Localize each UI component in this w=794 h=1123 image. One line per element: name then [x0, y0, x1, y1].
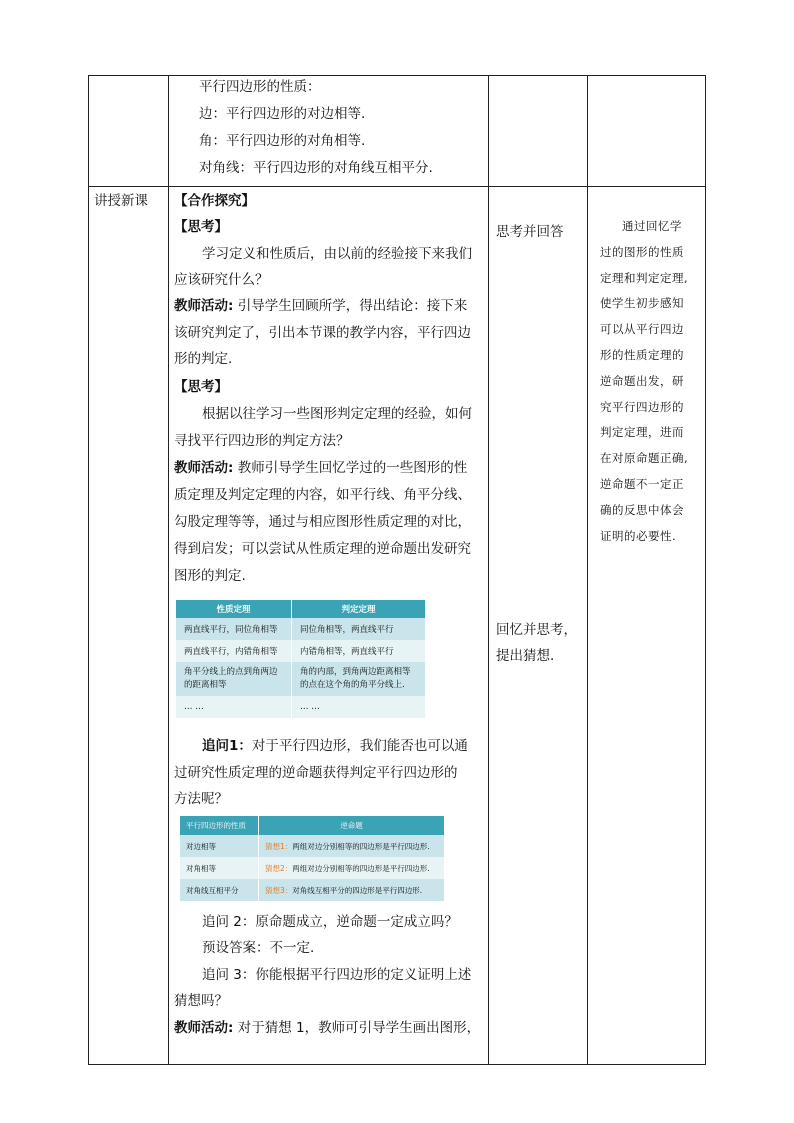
- table-cell: 两直线平行，内错角相等: [176, 640, 292, 662]
- property-sides: 边：平行四边形的对边相等.: [199, 106, 366, 122]
- student-activity-answer: 思考并回答: [496, 224, 564, 240]
- property-diagonals: 对角线：平行四边形的对角线互相平分.: [199, 160, 433, 176]
- column-divider: [168, 76, 169, 1064]
- stage-label: 讲授新课: [94, 193, 148, 209]
- think-heading-2: 【思考】: [174, 379, 228, 395]
- conjecture-tag: 猜想2：: [265, 863, 293, 873]
- table-cell: [292, 662, 426, 696]
- theorem-comparison-table: [176, 600, 426, 718]
- think1-line-2: 应该研究什么？: [174, 272, 269, 288]
- note-line: 可以从平行四边: [600, 322, 684, 337]
- cell-line: 的距离相等: [184, 680, 227, 690]
- note-line: 究平行四边形的: [600, 399, 684, 414]
- teacher2-line-1: 教师引导学生回忆学过的一些图形的性: [237, 460, 468, 476]
- followup-question-1: [202, 733, 468, 759]
- note-line: 通过回忆学: [622, 219, 682, 233]
- teacher-activity-1: [174, 293, 467, 319]
- table-row: [176, 640, 426, 662]
- q3-line-2: 猜想吗？: [174, 993, 228, 1009]
- table-header-row: [176, 600, 426, 618]
- followup-label: 追问1：: [202, 738, 252, 754]
- table-row: [180, 835, 445, 857]
- teacher3-line: 对于猜想 1，教师可引导学生画出图形，: [237, 1020, 481, 1036]
- conjecture-text: 两组对边分别相等的四边形是平行四边形.: [292, 841, 430, 851]
- table-cell: [259, 857, 445, 879]
- table-cell: 同位角相等，两直线平行: [292, 618, 426, 640]
- note-line: 在对原命题正确,: [600, 451, 689, 466]
- table-cell: 对角相等: [180, 857, 259, 879]
- conjecture-tag: 猜想1：: [265, 841, 293, 851]
- column-divider: [488, 76, 489, 1064]
- think2-line-2: 寻找平行四边形的判定方法？: [174, 433, 350, 449]
- teacher1-line-1: 引导学生回顾所学，得出结论：接下来: [237, 298, 468, 314]
- property-angles: 角：平行四边形的对角相等.: [199, 133, 366, 149]
- think2-line-1: 根据以往学习一些图形判定定理的经验，如何: [202, 406, 472, 422]
- note-line: 证明的必要性.: [600, 528, 677, 543]
- table-cell: 对角线互相平分: [180, 879, 259, 901]
- header-cell: 逆命题: [259, 816, 445, 835]
- note-line: 定理和判定定理,: [600, 270, 689, 285]
- note-line: 逆命题出发，研: [600, 373, 684, 388]
- teacher2-line-4: 得到启发；可以尝试从性质定理的逆命题出发研究: [174, 541, 471, 557]
- table-cell: [259, 879, 445, 901]
- teacher-activity-label: 教师活动:: [174, 298, 234, 314]
- note-line: 判定定理，进而: [600, 425, 684, 440]
- teacher-activity-2: [174, 455, 467, 481]
- student-activity-conjecture: 提出猜想.: [496, 648, 555, 664]
- converse-proposition-table: [180, 816, 445, 901]
- teacher1-line-2: 该研究判定了，引出本节课的教学内容，平行四边: [174, 325, 471, 341]
- cell-line: 角平分线上的点到角两边: [184, 667, 278, 677]
- design-intent-note: [600, 214, 696, 549]
- cell-line: 角的内部，到角两边距离相等: [300, 667, 411, 677]
- table-header-row: [180, 816, 445, 835]
- cooperative-heading: 【合作探究】: [174, 193, 255, 209]
- conjecture-tag: 猜想3：: [265, 885, 293, 895]
- followup-question-2: 追问 2：原命题成立，逆命题一定成立吗？: [202, 914, 458, 930]
- note-line: 使学生初步感知: [600, 296, 684, 311]
- table-cell: 内错角相等，两直线平行: [292, 640, 426, 662]
- preset-answer: 预设答案：不一定.: [202, 940, 315, 956]
- teacher2-line-3: 勾股定理等等，通过与相应图形性质定理的对比，: [174, 514, 471, 530]
- table-cell: [259, 835, 445, 857]
- student-activity-recall: 回忆并思考，: [496, 622, 577, 638]
- table-cell: … …: [292, 696, 426, 718]
- q3-line-1: 追问 3：你能根据平行四边形的定义证明上述: [202, 967, 472, 983]
- teacher-activity-label: 教师活动:: [174, 1020, 234, 1036]
- header-cell: 平行四边形的性质: [180, 816, 259, 835]
- teacher2-line-2: 质定理及判定定理的内容，如平行线、角平分线、: [174, 487, 471, 503]
- q1-line-3: 方法呢？: [174, 791, 228, 807]
- header-cell: 性质定理: [176, 600, 292, 618]
- think1-line-1: 学习定义和性质后，由以前的经验接下来我们: [202, 246, 472, 262]
- note-line: 逆命题不一定正: [600, 476, 684, 491]
- note-line: 过的图形的性质: [600, 244, 684, 259]
- table-row: [180, 857, 445, 879]
- table-row: [176, 618, 426, 640]
- teacher2-line-5: 图形的判定.: [174, 568, 246, 584]
- table-cell: [176, 662, 292, 696]
- table-cell: … …: [176, 696, 292, 718]
- teacher-activity-label: 教师活动:: [174, 460, 234, 476]
- row-divider: [89, 186, 705, 187]
- q1-line-2: 过研究性质定理的逆命题获得判定平行四边形的: [174, 765, 458, 781]
- header-cell: 判定定理: [292, 600, 426, 618]
- properties-heading: 平行四边形的性质：: [199, 79, 321, 95]
- conjecture-text: 两组对边分别相等的四边形是平行四边形.: [292, 863, 430, 873]
- note-line: 形的性质定理的: [600, 347, 684, 362]
- table-cell: 对边相等: [180, 835, 259, 857]
- table-row: [176, 662, 426, 696]
- teacher1-line-3: 形的判定.: [174, 351, 233, 367]
- column-divider: [587, 76, 588, 1064]
- note-line: 确的反思中体会: [600, 502, 684, 517]
- conjecture-text: 对角线互相平分的四边形是平行四边形.: [292, 885, 423, 895]
- table-row: [176, 696, 426, 718]
- table-cell: 两直线平行，同位角相等: [176, 618, 292, 640]
- think-heading-1: 【思考】: [174, 219, 228, 235]
- q1-line-1: 对于平行四边形，我们能否也可以通: [251, 738, 468, 754]
- table-row: [180, 879, 445, 901]
- cell-line: 的点在这个角的角平分线上.: [300, 680, 405, 690]
- teacher-activity-3: [174, 1015, 480, 1041]
